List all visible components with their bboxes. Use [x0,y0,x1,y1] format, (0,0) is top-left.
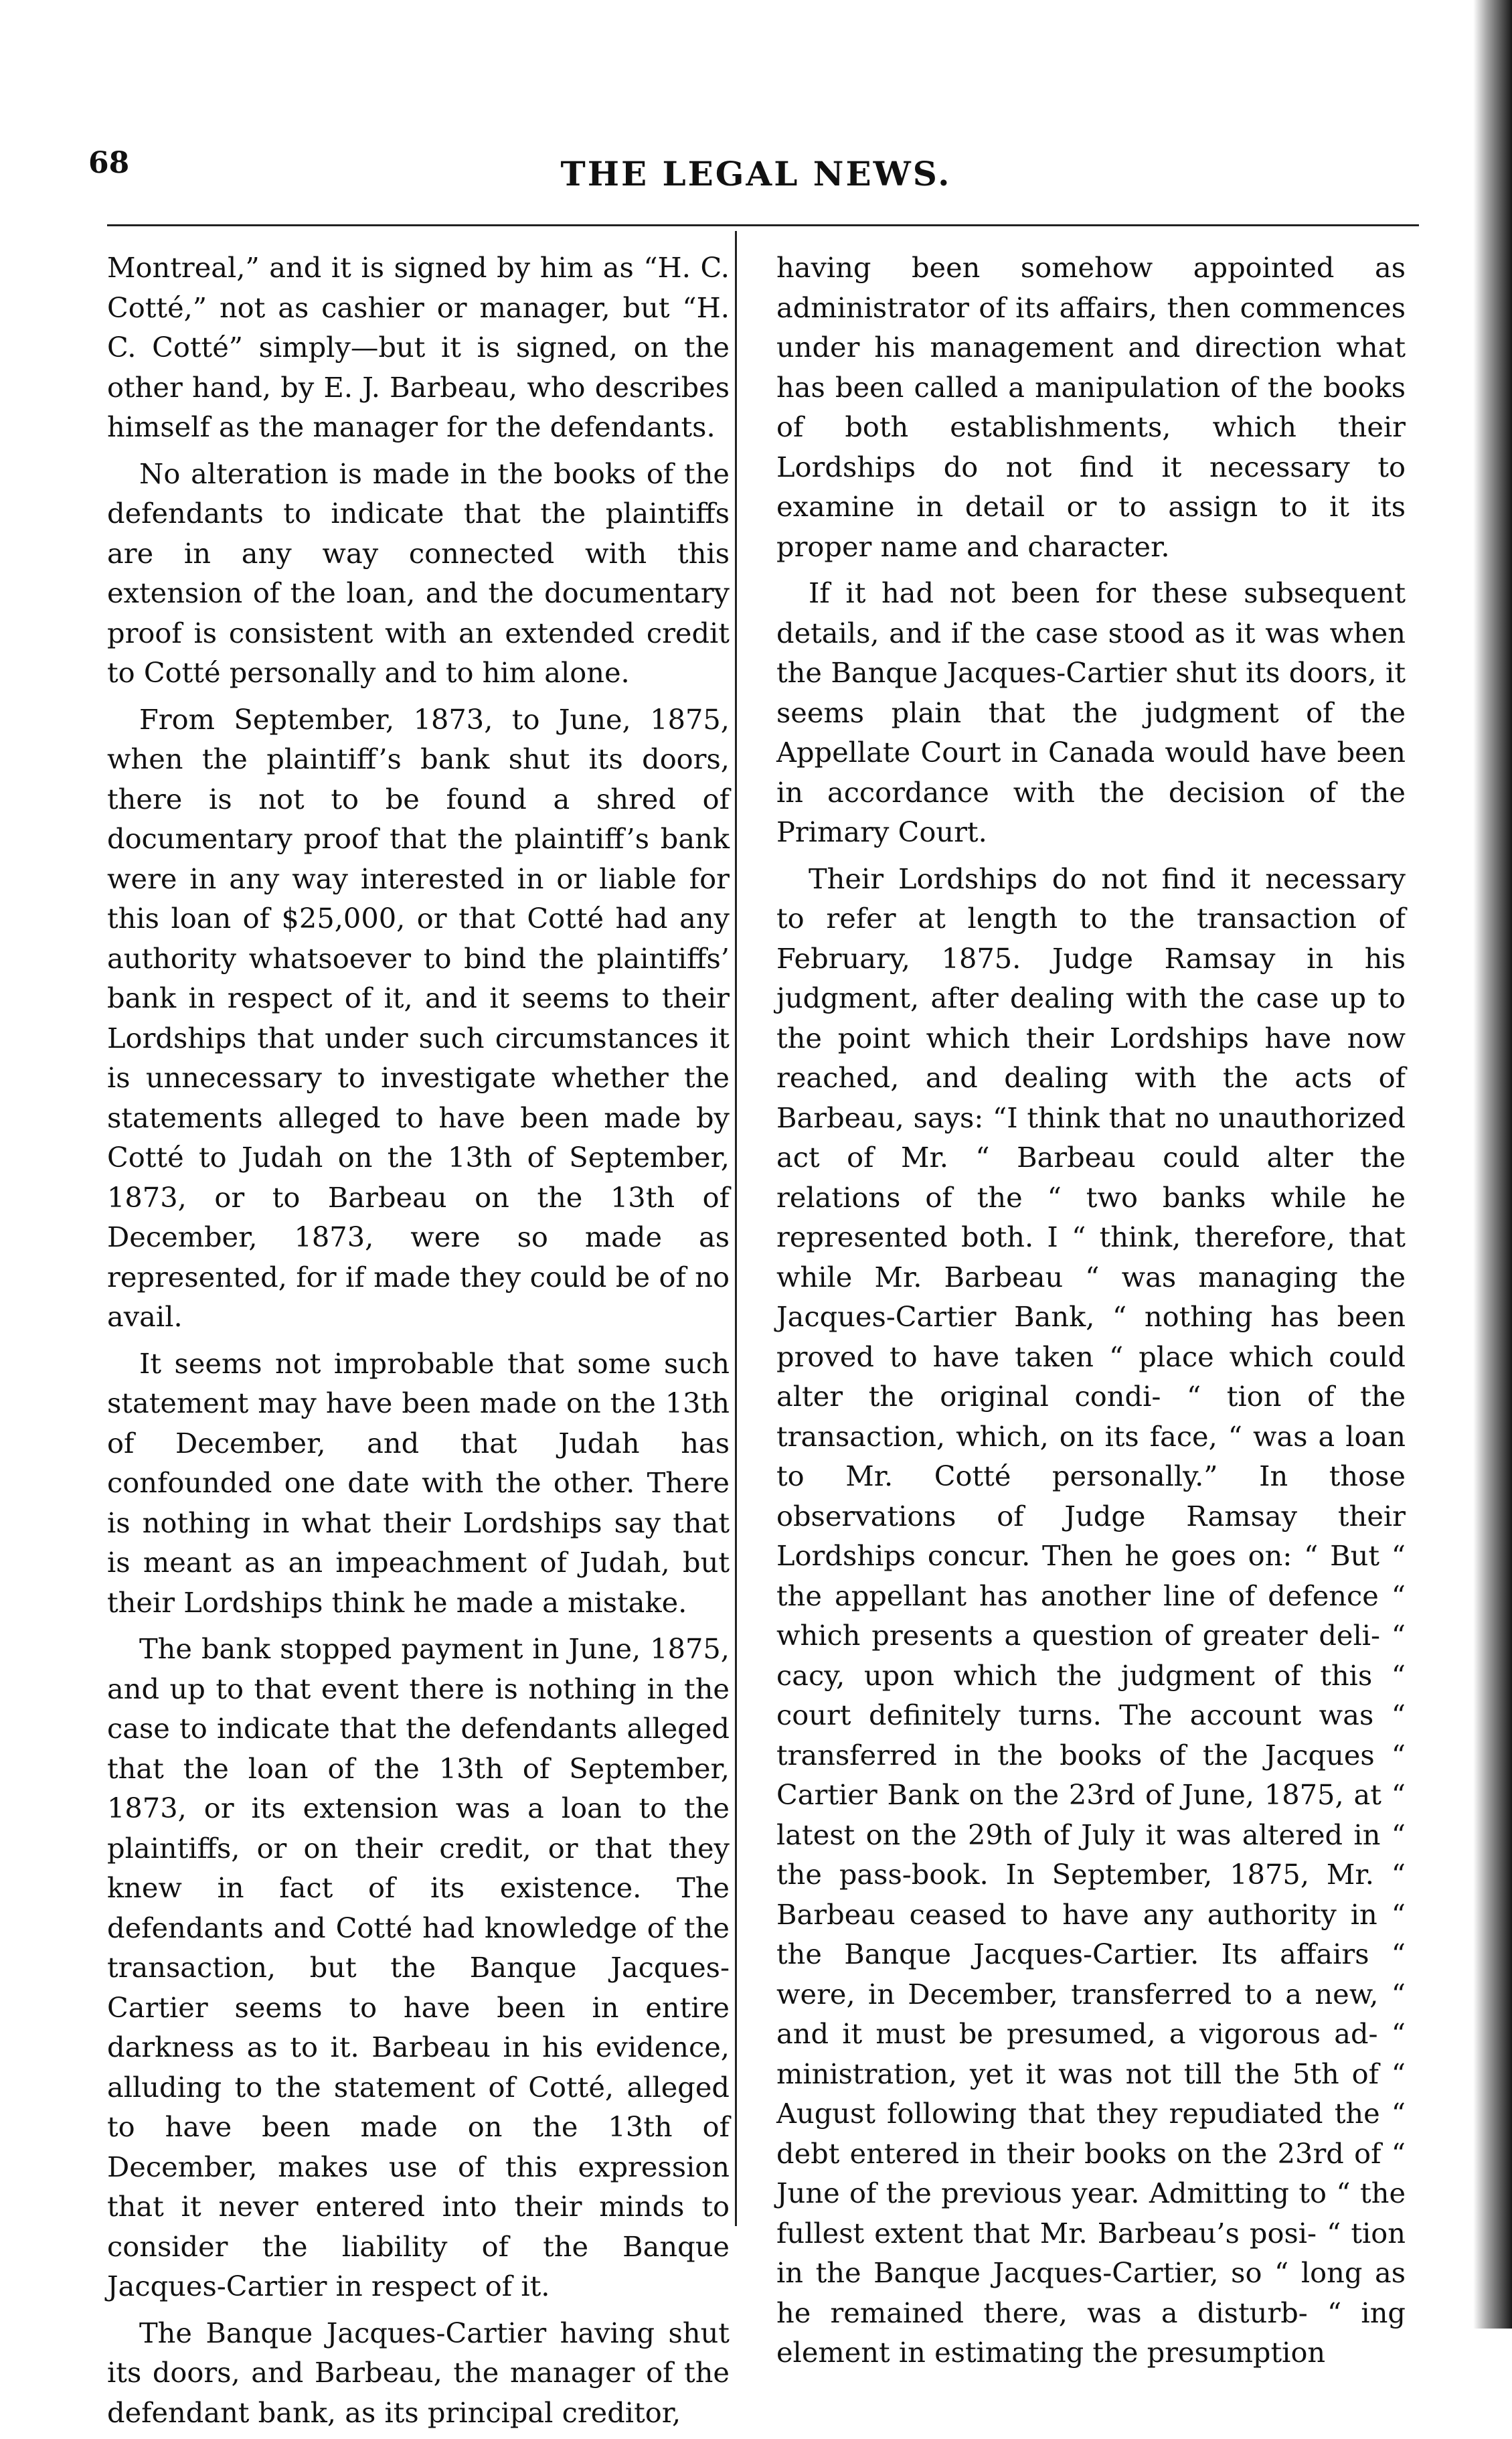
left-paragraph-6: The Banque Jacques-Cartier having shut its doors, and Barbeau, the manager of the defendant bank, as its principal creditor, [107,2316,730,2429]
right-column [776,248,1406,2379]
header-rule [107,224,1419,226]
page-title: THE LEGAL NEWS. [560,154,952,193]
column-divider [735,231,737,2226]
left-paragraph-1: Montreal,” and it is signed by him as “H. C. Cotté,” not as cashier or manager, but “H. C. Cotté” simply—but it is signed, on the other hand, by E. J. Barbeau, who describes himself as the manager for the defendants. [107,251,730,443]
left-column [107,248,730,2439]
binding-shadow [1473,0,1512,2329]
left-paragraph-3: From September, 1873, to June, 1875, when the plaintiff’s bank shut its doors, there is not to be found a shred of documentary proof that the plaintiff’s bank were in any way interested in or liable for this loan of $25,000, or that Cotté had any authority whatsoever to bind the plaintiffs’ bank in respect of it, and it seems to their Lordships that under such circumstances it is unnecessary to investigate whether the statements alleged to have been made by Cotté to Judah on the 13th of September, 1873, or to Barbeau on the 13th of December, 1873, were so made as represented, for if made they could be of no avail. [107,702,730,1333]
page-number: 68 [88,146,130,180]
left-paragraph-2: No alteration is made in the books of the defendants to indicate that the plaintiffs are in any way connected with this extension of the loan, and the documentary proof is consistent with an extended credit to Cotté personally and to him alone. [107,457,730,689]
left-paragraph-5: The bank stopped payment in June, 1875, and up to that event there is nothing in the case to indicate that the defendants alleged that the loan of the 13th of September, 1873, or its extension was a loan to the plaintiffs, or on their credit, or that they knew in fact of its existence. The defendants and Cotté had knowledge of the transaction, but the Banque Jacques-Cartier seems to have been in entire darkness as to it. Barbeau in his evidence, alluding to the statement of Cotté, alleged to have been made on the 13th of December, makes use of this expression that it never entered into their minds to consider the liability of the Banque Jacques-Cartier in respect of it. [107,1632,730,2302]
right-paragraph-3: Their Lordships do not find it necessary to refer at length to the transaction of February, 1875. Judge Ramsay in his judgment, after dealing with the case up to the point which their Lordships have now reached, and dealing with the acts of Barbeau, says: “I think that no unauthorized act of Mr. “ Barbeau could alter the relations of the “ two banks while he represented both. I “ think, therefore, that while Mr. Barbeau “ was managing the Jacques-Cartier Bank, “ nothing has been proved to have taken “ place which could alter the original condi- “ tion of the transaction, which, on its face, “ was a loan to Mr. Cotté personally.” In those observations of Judge Ramsay their Lordships concur. Then he goes on: “ But “ the appellant has another line of defence “ which presents a question of greater deli- “ cacy, upon which the judgment of this “ court definitely turns. The account was “ transferred in the books of the Jacques “ Cartier Bank on the 23rd of June, 1875, at “ latest on the 29th of July it was altered in “ the pass-book. In September, 1875, Mr. “ Barbeau ceased to have any authority in “ the Banque Jacques-Cartier. Its affairs “ were, in December, transferred to a new, “ and it must be presumed, a vigorous ad- “ ministration, yet it was not till the 5th of “ August following that they repudiated the “ debt entered in their books on the 23rd of “ June of the previous year. Admitting to “ the fullest extent that Mr. Barbeau’s posi- “ tion in the Banque Jacques-Cartier, so “ long as he remained there, was a disturb- “ ing element in estimating the presumption [776,862,1406,2369]
right-paragraph-1: having been somehow appointed as administrator of its affairs, then commences under his management and direction what has been called a manipulation of the books of both establishments, which their Lordships do not find it necessary to examine in detail or to assign to it its proper name and character. [776,251,1406,563]
left-paragraph-4: It seems not improbable that some such statement may have been made on the 13th of December, and that Judah has confounded one date with the other. There is nothing in what their Lordships say that is meant as an impeachment of Judah, but their Lordships think he made a mistake. [107,1346,730,1619]
right-paragraph-2: If it had not been for these subsequent details, and if the case stood as it was when the Banque Jacques-Cartier shut its doors, it seems plain that the judgment of the Appellate Court in Canada would have been in accordance with the decision of the Primary Court. [776,576,1406,848]
